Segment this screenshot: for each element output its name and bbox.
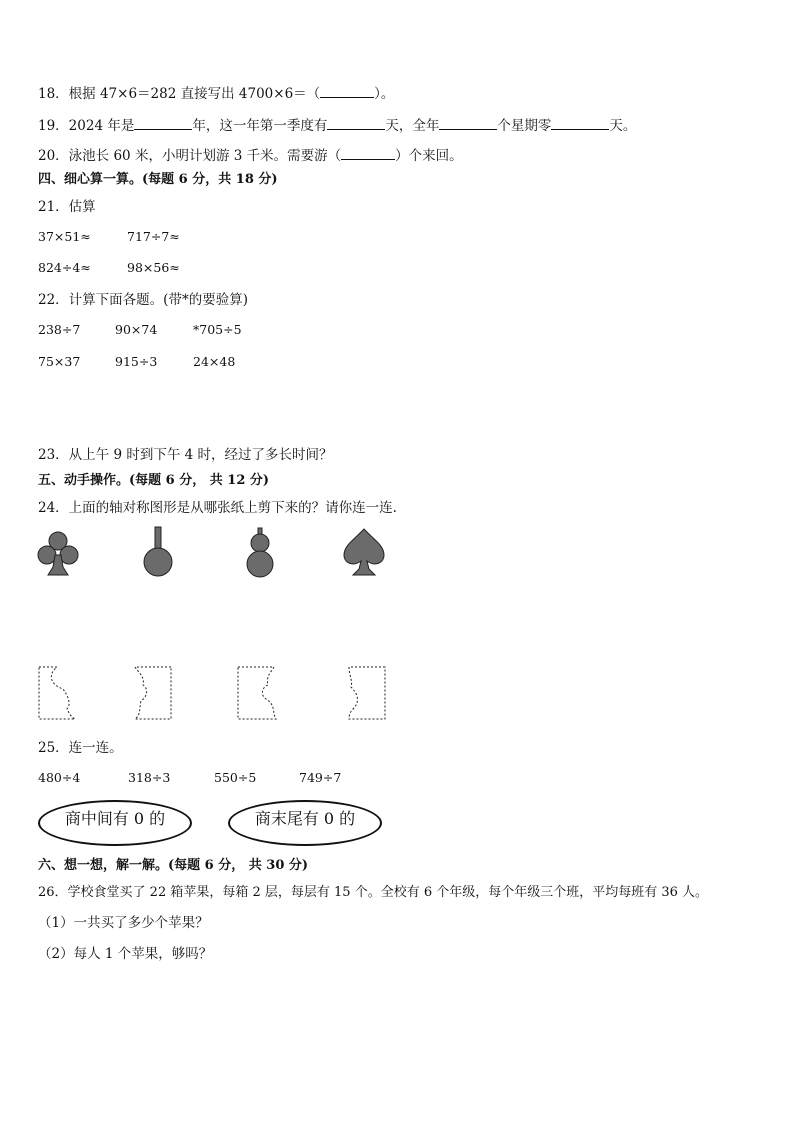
question-20 xyxy=(38,145,463,165)
q18-text-end: ）。 xyxy=(374,86,395,102)
oval-quotient-middle-zero[interactable] xyxy=(38,800,192,846)
section-6-heading: 六、想一想，解一解。(每题 6 分， 共 30 分) xyxy=(38,858,309,873)
q25-item[interactable]: 318÷3 xyxy=(128,770,171,785)
q20-text-end: ）个来回。 xyxy=(395,148,463,164)
q26-sub-1: （1）一共买了多少个苹果？ xyxy=(38,915,209,931)
gourd-shape-icon[interactable] xyxy=(242,527,278,579)
question-24: 24．上面的轴对称图形是从哪张纸上剪下来的？请你连一连. xyxy=(38,500,397,516)
q19-text-2: 年，这一年第一季度有 xyxy=(192,118,328,134)
q22-expr: 24×48 xyxy=(193,354,236,369)
q19-blank-year-type[interactable] xyxy=(134,115,192,130)
q25-item[interactable]: 550÷5 xyxy=(214,770,257,785)
q19-blank-quarter-days[interactable] xyxy=(327,115,385,130)
q21-expr: 824÷4≈ xyxy=(38,260,91,275)
q22-expr: 915÷3 xyxy=(115,354,158,369)
q20-text: 20．泳池长 60 米，小明计划游 3 千米。需要游（ xyxy=(38,148,342,164)
q19-text-5: 天。 xyxy=(609,118,637,134)
oval-label: 商中间有 0 的 xyxy=(64,808,166,828)
q21-title: 21．估算 xyxy=(38,199,96,215)
q22-expr: 238÷7 xyxy=(38,322,81,337)
q21-expr: 98×56≈ xyxy=(127,260,180,275)
q19-text-4: 个星期零 xyxy=(497,118,552,134)
q25-title: 25．连一连。 xyxy=(38,740,123,756)
folded-paper-1-icon[interactable] xyxy=(37,665,79,721)
question-23: 23．从上午 9 时到下午 4 时，经过了多长时间？ xyxy=(38,447,333,463)
flask-shape-icon[interactable] xyxy=(140,526,176,578)
question-26: 26．学校食堂买了 22 箱苹果，每箱 2 层，每层有 15 个。全校有 6 个年级，每个年级三个班，平均每班有 36 人。 xyxy=(38,885,709,900)
section-4-heading: 四、细心算一算。(每题 6 分，共 18 分) xyxy=(38,172,278,187)
q26-sub-2: （2）每人 1 个苹果，够吗？ xyxy=(38,946,213,962)
oval-label: 商末尾有 0 的 xyxy=(254,808,356,828)
spade-shape-icon[interactable] xyxy=(341,527,387,577)
q19-blank-weeks[interactable] xyxy=(439,115,497,130)
q21-expr: 717÷7≈ xyxy=(127,229,180,244)
folded-paper-3-icon[interactable] xyxy=(236,665,278,721)
folded-paper-2-icon[interactable] xyxy=(131,665,173,721)
q18-answer-blank[interactable] xyxy=(320,83,374,98)
q18-text: 18．根据 47×6＝282 直接写出 4700×6＝（ xyxy=(38,86,321,102)
club-shape-icon[interactable] xyxy=(36,529,80,577)
q22-expr: *705÷5 xyxy=(193,322,242,337)
question-19 xyxy=(38,115,636,135)
q19-text-3: 天，全年 xyxy=(385,118,440,134)
q19-blank-days[interactable] xyxy=(551,115,609,130)
q22-title: 22．计算下面各题。(带*的要验算) xyxy=(38,292,248,308)
q25-item[interactable]: 749÷7 xyxy=(299,770,342,785)
q22-expr: 90×74 xyxy=(115,322,158,337)
q21-expr: 37×51≈ xyxy=(38,229,91,244)
question-18 xyxy=(38,83,394,103)
q19-text-1: 19．2024 年是 xyxy=(38,118,135,134)
q22-expr: 75×37 xyxy=(38,354,81,369)
oval-quotient-end-zero[interactable] xyxy=(228,800,382,846)
q25-item[interactable]: 480÷4 xyxy=(38,770,81,785)
section-5-heading: 五、动手操作。(每题 6 分， 共 12 分) xyxy=(38,473,270,488)
folded-paper-4-icon[interactable] xyxy=(345,665,387,721)
q20-answer-blank[interactable] xyxy=(341,145,395,160)
